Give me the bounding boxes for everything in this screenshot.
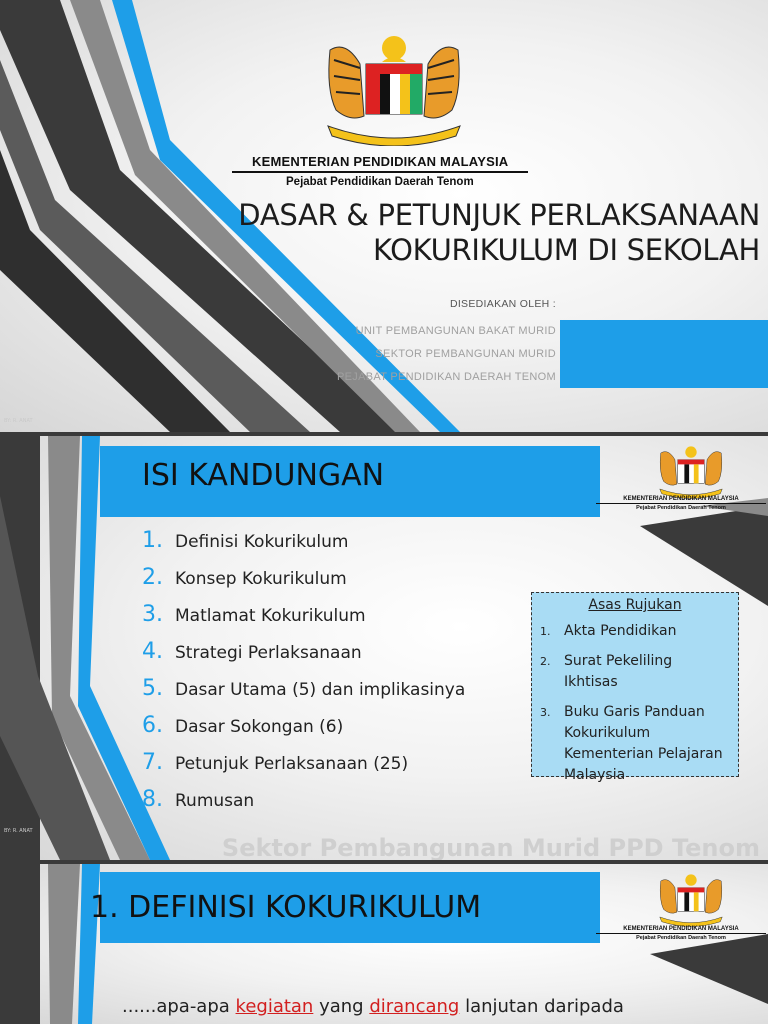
highlight-word: dirancang xyxy=(369,996,460,1017)
list-item: 8. Rumusan xyxy=(142,787,255,812)
reference-item: 3. Buku Garis Panduan Kokurikulum Kementerian Pelajaran Malaysia xyxy=(540,704,723,783)
list-item: 1. Definisi Kokurikulum xyxy=(142,528,349,553)
section-title: ISI KANDUNGAN xyxy=(142,458,385,493)
reference-item: 2. Surat Pekeliling Ikhtisas xyxy=(540,653,673,690)
list-item: 7. Petunjuk Perlaksanaan (25) xyxy=(142,750,409,775)
title-line-2: KOKURIKULUM DI SEKOLAH xyxy=(372,233,760,268)
reference-box xyxy=(531,592,739,783)
list-item: 3. Matlamat Kokurikulum xyxy=(142,602,366,627)
unit-line: SEKTOR PEMBANGUNAN MURID xyxy=(375,348,556,360)
coat-of-arms-icon xyxy=(320,30,468,146)
unit-line: PEJABAT PENDIDIKAN DAERAH TENOM xyxy=(337,371,556,383)
definition-text: ......apa-apa kegiatan yang dirancang lanjutan daripada xyxy=(122,996,624,1017)
highlight-word: kegiatan xyxy=(235,996,314,1017)
slide-definition xyxy=(0,864,768,1024)
ministry-name: KEMENTERIAN PENDIDIKAN MALAYSIA xyxy=(252,154,509,169)
slide-title-text xyxy=(238,198,760,269)
list-item: 6. Dasar Sokongan (6) xyxy=(142,713,344,738)
reference-title: Asas Rujukan xyxy=(588,597,682,613)
footer-sector-name: Sektor Pembangunan Murid PPD Tenom xyxy=(221,834,760,860)
coat-of-arms-icon xyxy=(656,442,726,500)
contents-list xyxy=(142,528,465,824)
coat-of-arms-icon xyxy=(656,870,726,928)
prepared-by-units xyxy=(337,320,556,389)
ministry-heading-small xyxy=(596,926,766,941)
slide-title xyxy=(0,0,768,432)
ministry-name: KEMENTERIAN PENDIDIKAN MALAYSIA xyxy=(596,926,766,934)
title-line-1: DASAR & PETUNJUK PERLAKSANAAN xyxy=(238,198,760,232)
author-credit: BY: R. ANAT xyxy=(4,828,33,834)
reference-item: 1. Akta Pendidikan xyxy=(540,623,677,639)
slide-contents xyxy=(0,436,768,860)
ministry-heading-small xyxy=(596,496,766,511)
ministry-heading xyxy=(232,154,528,188)
district-office-name: Pejabat Pendidikan Daerah Tenom xyxy=(636,505,726,511)
list-item: 2. Konsep Kokurikulum xyxy=(142,565,347,590)
section-title: 1. DEFINISI KOKURIKULUM xyxy=(90,890,482,925)
district-office-name: Pejabat Pendidikan Daerah Tenom xyxy=(636,935,726,941)
list-item: 5. Dasar Utama (5) dan implikasinya xyxy=(142,676,466,701)
unit-line: UNIT PEMBANGUNAN BAKAT MURID xyxy=(355,325,556,337)
author-credit: BY: R. ANAT xyxy=(4,418,33,424)
ministry-name: KEMENTERIAN PENDIDIKAN MALAYSIA xyxy=(596,496,766,504)
district-office-name: Pejabat Pendidikan Daerah Tenom xyxy=(286,176,474,188)
accent-block xyxy=(560,320,768,388)
list-item: 4. Strategi Perlaksanaan xyxy=(142,639,362,664)
prepared-by-label: DISEDIAKAN OLEH : xyxy=(449,298,556,310)
ministry-divider xyxy=(232,171,528,173)
